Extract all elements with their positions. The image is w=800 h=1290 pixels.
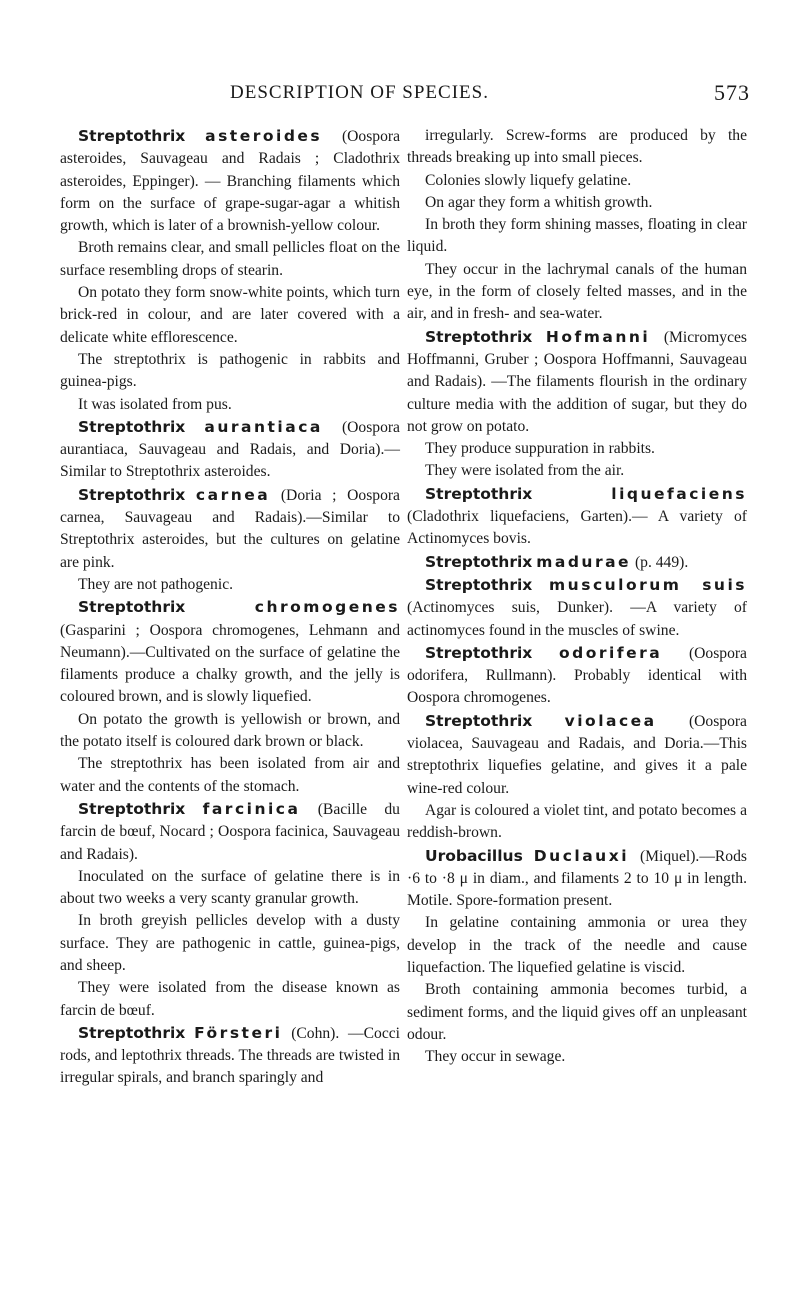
species-entry (407, 642, 747, 710)
genus-name: Streptothrix (425, 711, 533, 730)
species-entry (60, 798, 400, 866)
paragraph: They occur in the lachrymal canals of the human eye, in the form of closely felted masses, and in the air, and in fresh- and sea-water. (407, 260, 747, 323)
paragraph: On potato they form snow-white points, which turn brick-red in colour, and are later covered with a delicate white efflorescence. (60, 284, 400, 346)
genus-name: Streptothrix (425, 552, 533, 571)
page-header (60, 78, 750, 108)
genus-name: Streptothrix (425, 643, 533, 662)
species-entry (407, 845, 747, 913)
entry-text: (Micromyces Hoffmanni, Gruber ; Oospora Hoffmanni, Sauvageau and Radais). —The filaments flourish in the ordinary culture media with the addition of sugar, but they do not grow on potato. (407, 328, 747, 435)
left-column (60, 125, 400, 1090)
species-name: chromogenes (254, 598, 400, 617)
paragraph: They are not pathogenic. (78, 575, 234, 593)
paragraph: Agar is coloured a violet tint, and potato becomes a reddish-brown. (407, 801, 747, 842)
paragraph: On potato the growth is yellowish or brown, and the potato itself is coloured dark brown or black. (60, 710, 400, 751)
right-column (407, 125, 747, 1068)
paragraph: They produce suppuration in rabbits. (425, 440, 655, 458)
species-name: farcinica (202, 799, 301, 818)
paragraph: Colonies slowly liquefy gelatine. (425, 171, 632, 189)
entry-text: (Oospora asteroides, Sauvageau and Radais ; Cladothrix asteroides, Eppinger). — Branching filaments which form on the surface of grape-sugar-agar a whitish growth, which is later of a brownish-yellow colour. (60, 128, 400, 235)
genus-name: Streptothrix (425, 484, 533, 503)
species-entry (407, 483, 747, 551)
entry-text: (Actinomyces suis, Dunker). —A variety of actinomyces found in the muscles of swine. (407, 599, 747, 639)
paragraph: Inoculated on the surface of gelatine there is in about two weeks a very scanty granular growth. (60, 867, 400, 908)
species-name: madurae (536, 552, 632, 571)
paragraph: In gelatine containing ammonia or urea they develop in the track of the needle and cause liquefaction. The liquefied gelatine is viscid. (407, 914, 747, 976)
paragraph: They were isolated from the disease known as farcin de bœuf. (60, 979, 400, 1019)
species-entry (60, 125, 400, 237)
entry-text: (Cladothrix liquefaciens, Garten).— A variety of Actinomyces bovis. (407, 508, 747, 548)
paragraph: On agar they form a whitish growth. (425, 193, 653, 211)
genus-name: Streptothrix (425, 575, 533, 594)
paragraph: In broth they form shining masses, floating in clear liquid. (407, 216, 747, 256)
species-name: Hofmanni (545, 327, 651, 346)
entry-text: (p. 449). (634, 553, 689, 571)
entry-text: (Cohn). —Cocci rods, and leptothrix threads. The threads are twisted in irregular spirals, and branch sparingly and (60, 1024, 400, 1087)
entry-text: (Gasparini ; Oospora chromogenes, Lehmann and Neumann).—Cultivated on the surface of gelatine the filaments produce a chalky growth, and the jelly is coloured brown, and is slowly liquefied. (60, 621, 400, 706)
entry-text: (Bacille du farcin de bœuf, Nocard ; Oospora facinica, Sauvageau and Radais). (60, 800, 400, 863)
species-entry (407, 574, 747, 642)
running-title: DESCRIPTION OF SPECIES. (230, 82, 489, 103)
species-entry (407, 326, 747, 438)
genus-name: Urobacillus (425, 846, 523, 865)
entry-text: (Miquel).—Rods ·6 to ·8 μ in diam., and filaments 2 to 10 μ in length. Motile. Spore-formation present. (407, 847, 747, 910)
paragraph: Broth containing ammonia becomes turbid, a sediment forms, and the liquid gives off an unpleasant odour. (407, 981, 747, 1043)
species-name: violacea (564, 711, 657, 730)
genus-name: Streptothrix (78, 417, 186, 436)
species-name: carnea (195, 485, 271, 504)
species-entry (60, 596, 400, 708)
genus-name: Streptothrix (78, 799, 186, 818)
genus-name: Streptothrix (425, 327, 533, 346)
species-name: Försteri (194, 1023, 283, 1042)
genus-name: Streptothrix (78, 598, 186, 617)
genus-name: Streptothrix (78, 127, 186, 145)
entry-text: (Oospora odorifera, Rullmann). Probably identical with Oospora chromogenes. (407, 644, 747, 707)
paragraph: It was isolated from pus. (78, 395, 232, 413)
genus-name: Streptothrix (78, 1023, 186, 1042)
paragraph: Broth remains clear, and small pellicles float on the surface resembling drops of stearin. (60, 239, 400, 279)
species-name: musculorum suis (549, 575, 747, 594)
species-entry (60, 484, 400, 574)
entry-text: (Doria ; Oospora carnea, Sauvageau and Radais).—Similar to Streptothrix asteroides, but the cultures on gelatine are pink. (60, 486, 400, 571)
paragraph: irregularly. Screw-forms are produced by the threads breaking up into small pieces. (407, 127, 747, 167)
paragraph: They occur in sewage. (425, 1048, 566, 1066)
species-entry (60, 1022, 400, 1090)
species-entry (60, 416, 400, 484)
species-entry (407, 710, 747, 800)
page-number: 573 (714, 80, 750, 105)
paragraph: The streptothrix has been isolated from air and water and the contents of the stomach. (60, 755, 400, 795)
species-name: odorifera (559, 643, 663, 662)
species-name: Duclauxi (533, 846, 630, 865)
species-entry (407, 551, 747, 574)
entry-text: (Oospora violacea, Sauvageau and Radais, and Doria.—This streptothrix liquefies gelatine, and gives it a pale wine-red colour. (407, 712, 747, 797)
genus-name: Streptothrix (78, 485, 186, 504)
paragraph: They were isolated from the air. (425, 462, 625, 480)
entry-text: (Oospora aurantiaca, Sauvageau and Radais, and Doria).—Similar to Streptothrix asteroides. (60, 418, 400, 481)
species-name: aurantiaca (204, 417, 323, 436)
paragraph: The streptothrix is pathogenic in rabbits and guinea-pigs. (60, 350, 400, 391)
species-name: asteroides (205, 127, 323, 145)
species-name: liquefaciens (611, 484, 747, 503)
paragraph: In broth greyish pellicles develop with a dusty surface. They are pathogenic in cattle, guinea-pigs, and sheep. (60, 912, 400, 974)
